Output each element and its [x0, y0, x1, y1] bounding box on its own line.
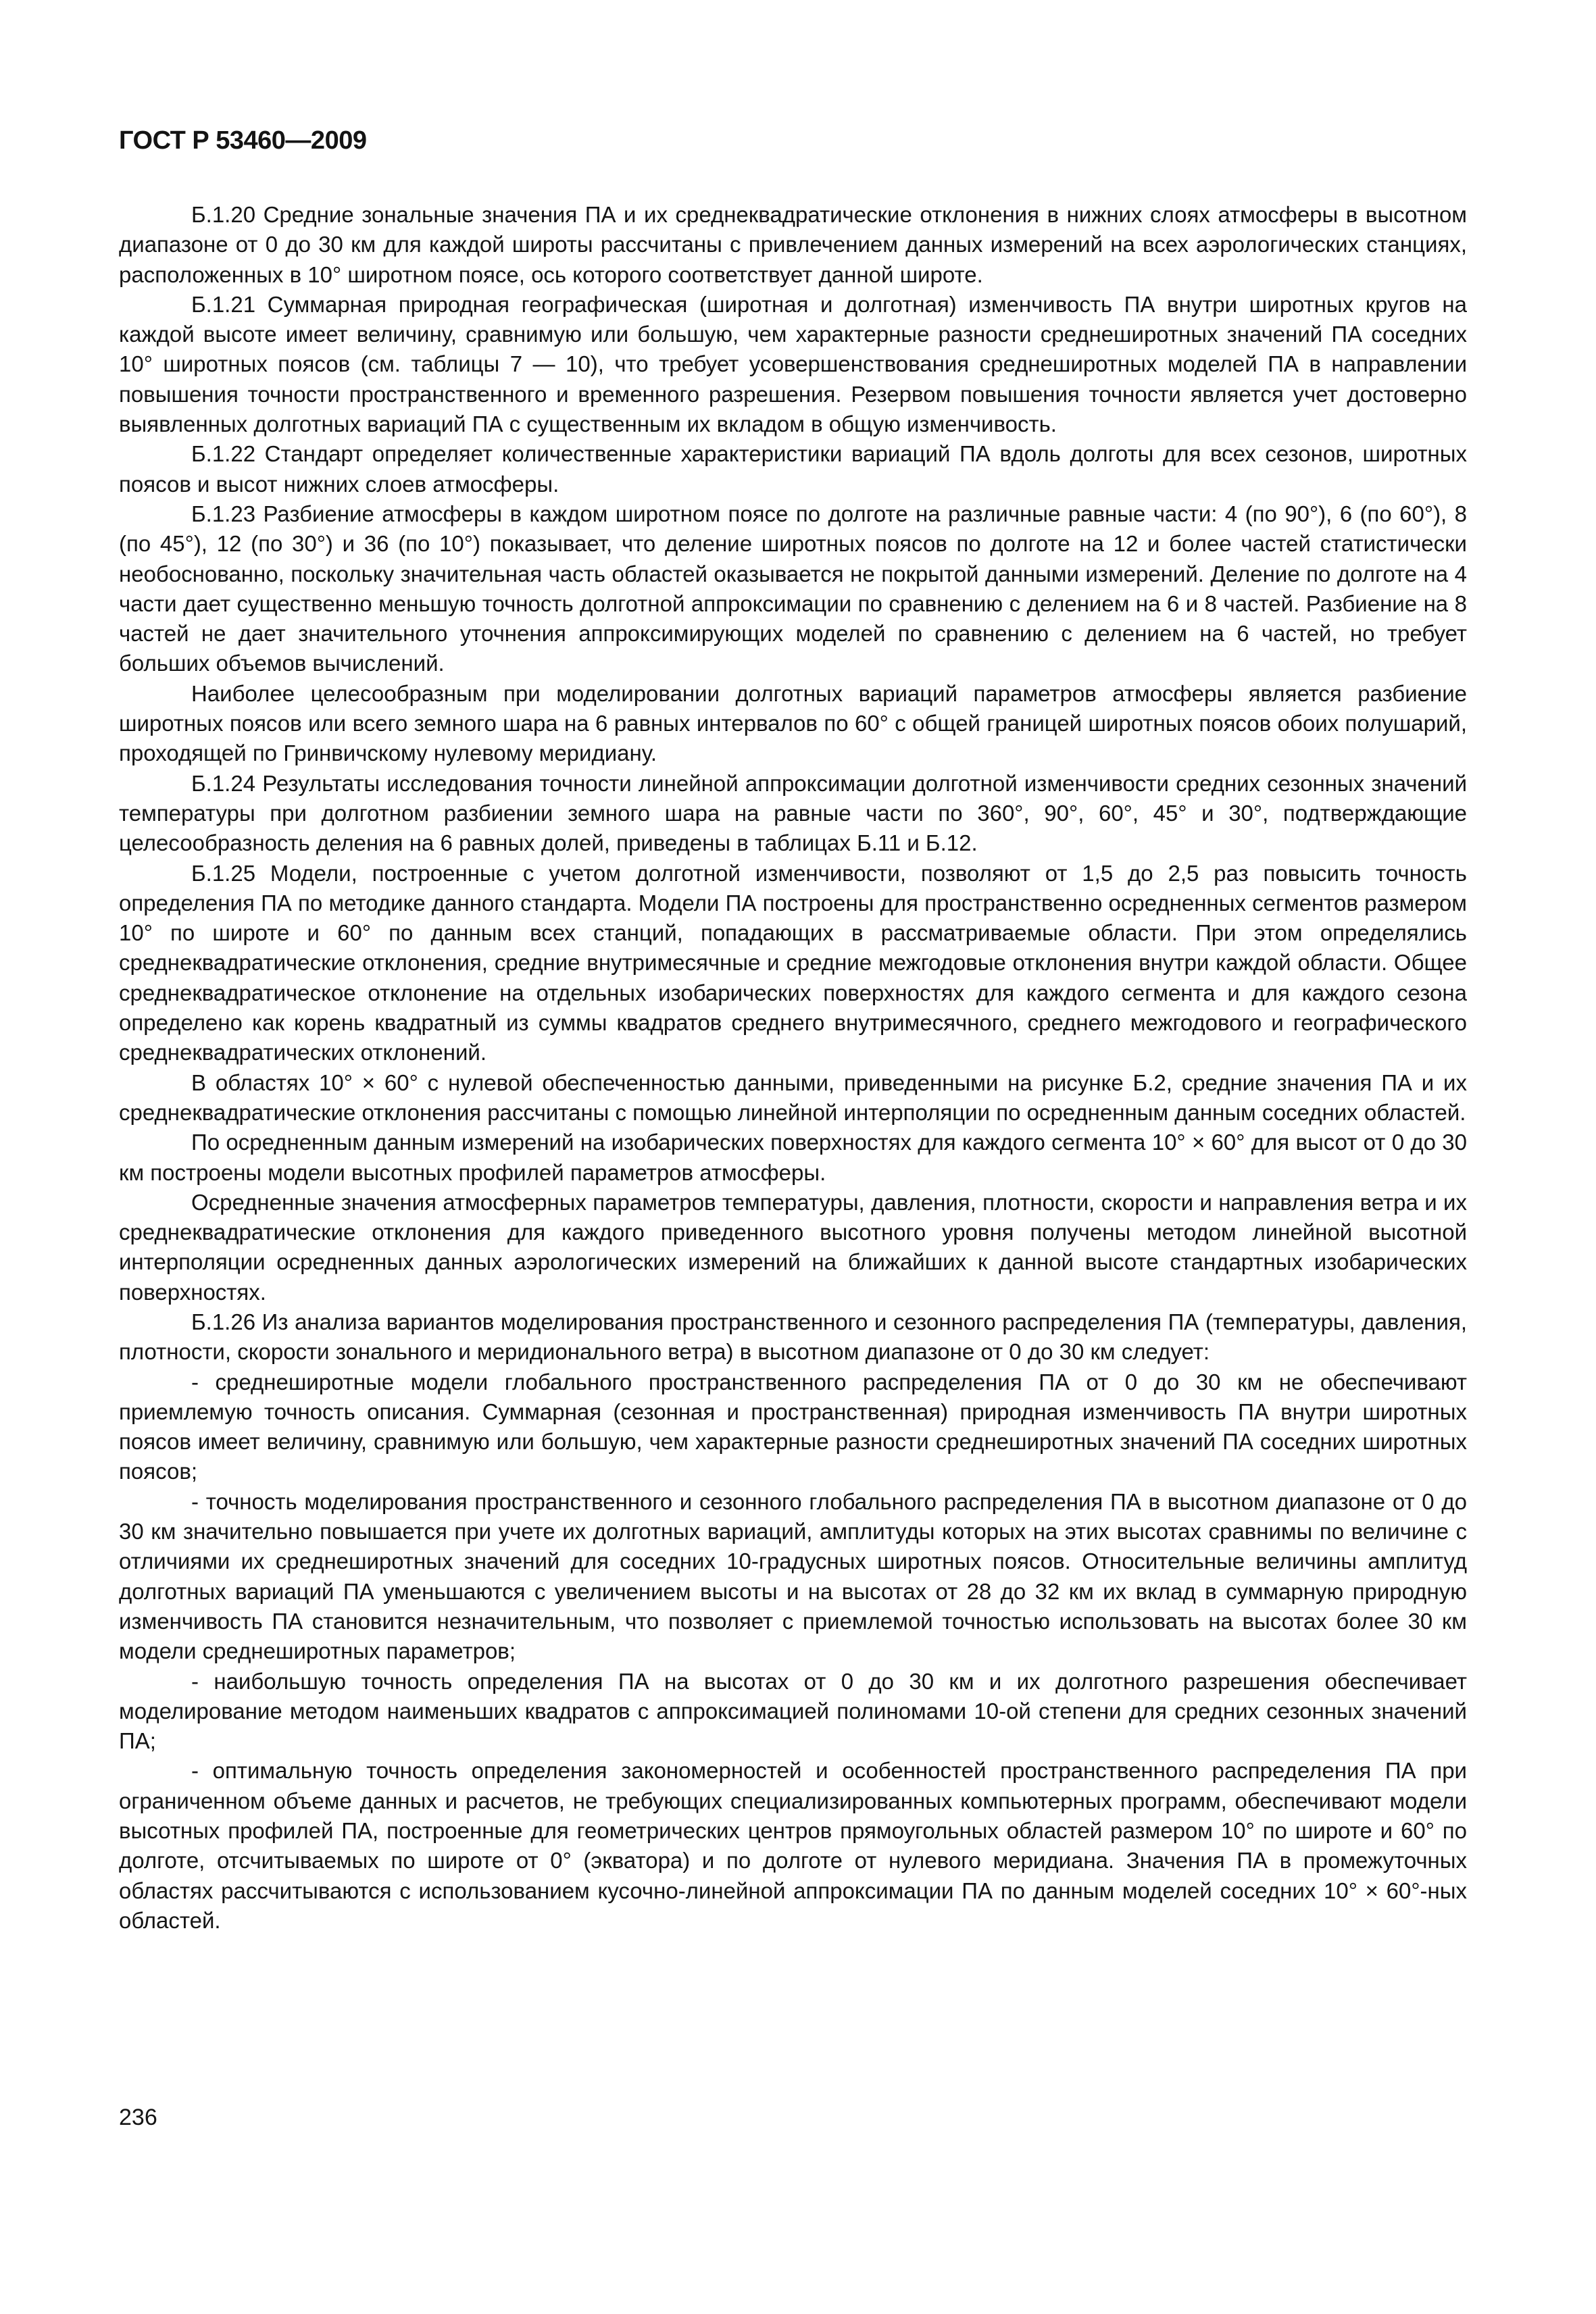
- paragraph-b1-20: Б.1.20 Средние зональные значения ПА и их среднеквадратические отклонения в нижних слоях атмосферы в высотном диапазоне от 0 до 30 км для каждой широты рассчитаны с привлечением данных измерений на всех аэрологических станциях, расположенных в 10° широтном поясе, ось которого соответствует данной широте.: [119, 202, 1467, 287]
- document-body: [119, 200, 1467, 1936]
- list-item-mid-latitude-models: - среднеширотные модели глобального пространственного распределения ПА от 0 до 30 км не обеспечивают приемлемую точность описания. Суммарная (сезонная и пространственная) природная изменчивость ПА внутри широтных поясов имеет величину, сравнимую или большую, чем характерные разности среднеширотных значений ПА соседних широтных поясов;: [119, 1369, 1467, 1484]
- standard-header: ГОСТ Р 53460—2009: [119, 126, 367, 155]
- paragraph-b1-24: Б.1.24 Результаты исследования точности линейной аппроксимации долготной изменчивости средних сезонных значений температуры при долготном разбиении земного шара на равные части по 360°, 90°, 60°, 45° и 30°, подтверждающие целесообразность деления на 6 равных долей, приведены в таблицах Б.11 и Б.12.: [119, 770, 1467, 856]
- paragraph-b1-25-averages: Осредненные значения атмосферных параметров температуры, давления, плотности, скорости и направления ветра и их среднеквадратические отклонения для каждого приведенного высотного уровня получены методом линейной высотной интерполяции осредненных данных аэрологических измерений на ближайших к данной высоте стандартных изобарических поверхностях.: [119, 1189, 1467, 1305]
- paragraph-b1-26: Б.1.26 Из анализа вариантов моделирования пространственного и сезонного распределения ПА (температуры, давления, плотности, скорости зонального и меридионального ветра) в высотном диапазоне от 0 до 30 км следует:: [119, 1309, 1467, 1365]
- paragraph-b1-25: Б.1.25 Модели, построенные с учетом долготной изменчивости, позволяют от 1,5 до 2,5 раз повысить точность определения ПА по методике данного стандарта. Модели ПА построены для пространственно осредненных сегментов размером 10° по широте и 60° по данным всех станций, попадающих в рассматриваемые области. При этом определялись среднеквадратические отклонения, средние внутримесячные и средние межгодовые отклонения внутри каждой области. Общее среднеквадратическое отклонение на отдельных изобарических поверхностях для каждого сегмента и для каждого сезона определено как корень квадратный из суммы квадратов среднего внутримесячного, среднего межгодового и географического среднеквадратических отклонений.: [119, 860, 1467, 1065]
- paragraph-b1-25-areas: В областях 10° × 60° с нулевой обеспеченностью данными, приведенными на рисунке Б.2, средние значения ПА и их среднеквадратические отклонения рассчитаны с помощью линейной интерполяции по осредненным данным соседних областей.: [119, 1070, 1467, 1125]
- paragraph-b1-21: Б.1.21 Суммарная природная географическая (широтная и долготная) изменчивость ПА внутри широтных кругов на каждой высоте имеет величину, сравнимую или большую, чем характерные разности среднеширотных значений ПА соседних 10° широтных поясов (см. таблицы 7 — 10), что требует усовершенствования среднеширотных моделей ПА в направлении повышения точности пространственного и временного разрешения. Резервом повышения точности является учет достоверно выявленных долготных вариаций ПА с существенным их вкладом в общую изменчивость.: [119, 291, 1467, 437]
- list-item-longitude-accuracy: - точность моделирования пространственного и сезонного глобального распределения ПА в высотном диапазоне от 0 до 30 км значительно повышается при учете их долготных вариаций, амплитуды которых на этих высотах сравнимы по величине с отличиями их среднеширотных значений для соседних 10-градусных широтных поясов. Относительные величины амплитуд долготных вариаций ПА уменьшаются с увеличением высоты и на высотах от 28 до 32 км их вклад в суммарную природную изменчивость ПА становится незначительным, что позволяет с приемлемой точностью использовать на высотах более 30 км модели среднеширотных параметров;: [119, 1488, 1467, 1664]
- paragraph-b1-25-models: По осредненным данным измерений на изобарических поверхностях для каждого сегмента 10° × 60° для высот от 0 до 30 км построены модели высотных профилей параметров атмосферы.: [119, 1130, 1467, 1185]
- page-number: 236: [119, 2105, 157, 2130]
- paragraph-b1-22: Б.1.22 Стандарт определяет количественные характеристики вариаций ПА вдоль долготы для всех сезонов, широтных поясов и высот нижних слоев атмосферы.: [119, 441, 1467, 497]
- paragraph-b1-23: Б.1.23 Разбиение атмосферы в каждом широтном поясе по долготе на различные равные части: 4 (по 90°), 6 (по 60°), 8 (по 45°), 12 (по 30°) и 36 (по 10°) показывает, что деление широтных поясов по долготе на 12 и более частей статистически необоснованно, поскольку значительная часть областей оказывается не покрытой данными измерений. Деление по долготе на 4 части дает существенно меньшую точность долготной аппроксимации по сравнению с делением на 6 и 8 частей. Разбиение на 8 частей не дает значительного уточнения аппроксимирующих моделей по сравнению с делением на 6 частей, но требует больших объемов вычислений.: [119, 501, 1467, 676]
- paragraph-b1-23-cont: Наиболее целесообразным при моделировании долготных вариаций параметров атмосферы является разбиение широтных поясов или всего земного шара на 6 равных интервалов по 60° с общей границей широтных поясов обоих полушарий, проходящей по Гринвичскому нулевому меридиану.: [119, 680, 1467, 766]
- list-item-least-squares: - наибольшую точность определения ПА на высотах от 0 до 30 км и их долготного разрешения обеспечивает моделирование методом наименьших квадратов с аппроксимацией полиномами 10-ой степени для средних сезонных значений ПА;: [119, 1668, 1467, 1754]
- list-item-optimal-accuracy: - оптимальную точность определения закономерностей и особенностей пространственного распределения ПА при ограниченном объеме данных и расчетов, не требующих специализированных компьютерных программ, обеспечивают модели высотных профилей ПА, построенные для геометрических центров прямоугольных областей размером 10° по широте и 60° по долготе, отсчитываемых по широте от 0° (экватора) и по долготе от нулевого меридиана. Значения ПА в промежуточных областях рассчитываются с использованием кусочно-линейной аппроксимации ПА по данным моделей соседних 10° × 60°-ных областей.: [119, 1758, 1467, 1933]
